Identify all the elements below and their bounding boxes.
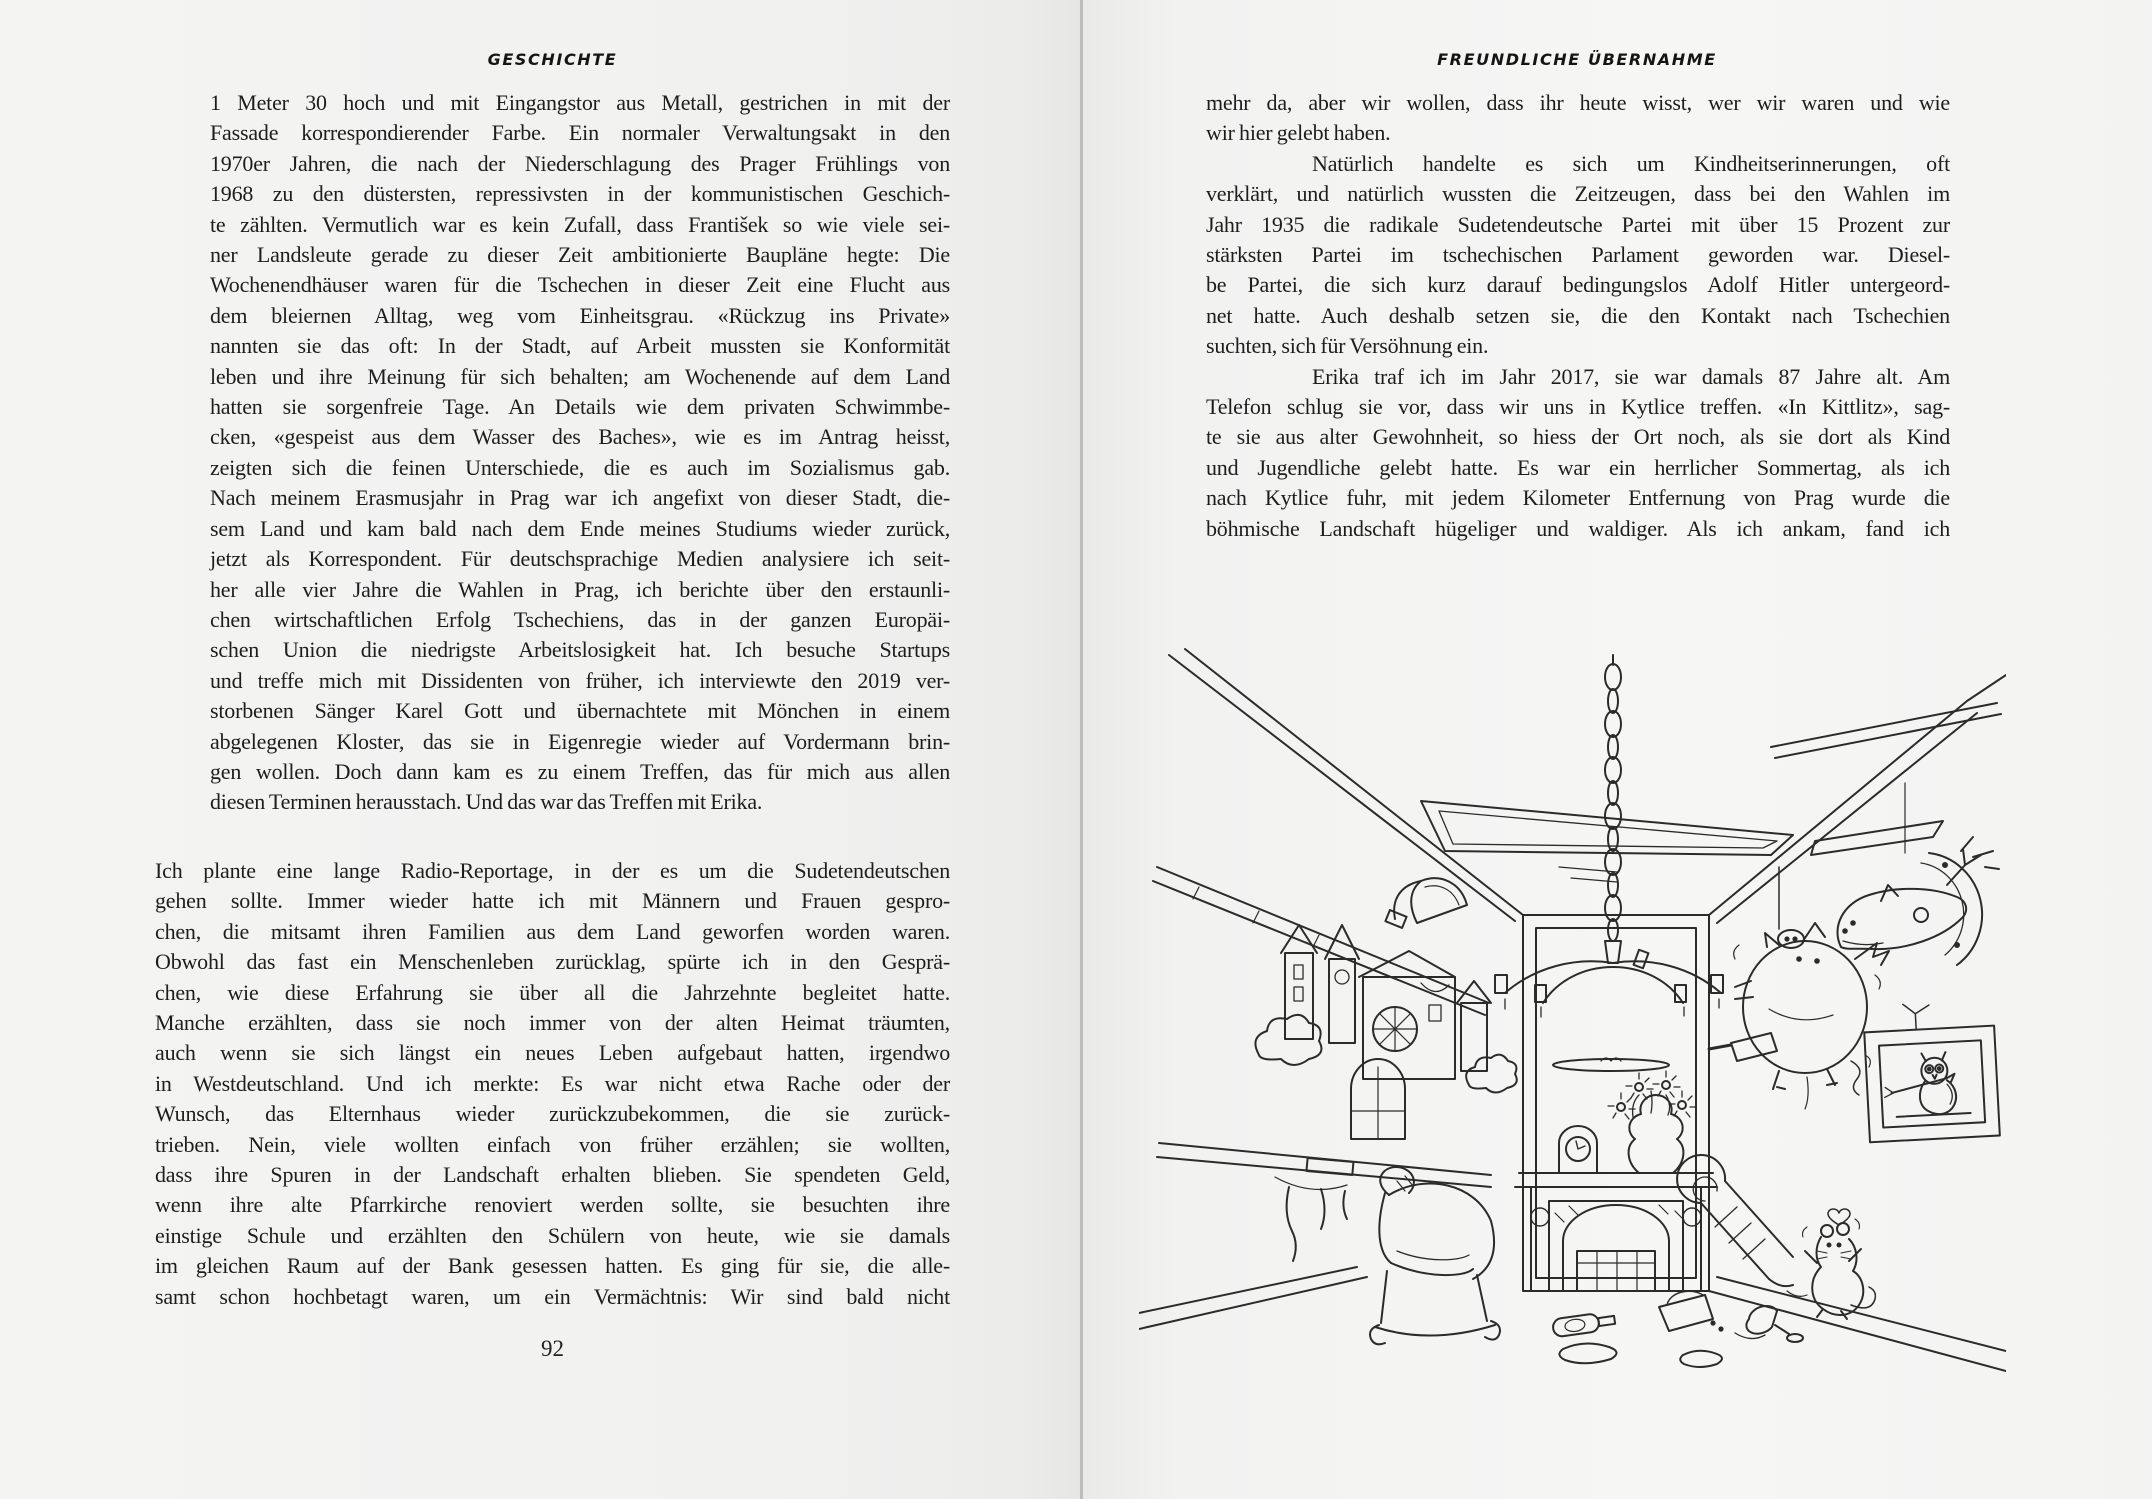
text-line: chen, die mitsamt ihren Familien aus dem Land geworfen worden waren. [155,918,950,944]
page-number: 92 [541,1336,564,1361]
text-line: chen wirtschaftlichen Erfolg Tschechiens, das in der ganzen Europäi- [210,606,950,632]
text-line: wir hier gelebt haben. [1206,120,1391,146]
room-walls [1139,649,2006,1371]
text-line: zeigten sich die feinen Unterschiede, die es auch im Sozialismus gab. [210,454,950,480]
text-line: 1968 zu den düstersten, repressivsten in der kommunistischen Geschich- [210,181,950,207]
antler-trophy-head [1837,837,1999,965]
text-line: te sie aus alter Gewohnheit, so hiess der Ort noch, als sie dort als Kind [1206,424,1950,450]
spilled-bottle [1552,1311,1616,1337]
room-illustration [1139,615,2006,1460]
text-line: Nach meinem Erasmusjahr in Prag war ich angefixt von dieser Stadt, die- [210,485,950,511]
text-line: Ich plante eine lange Radio-Reportage, in der es um die Sudetendeutschen [155,858,950,883]
text-line: wenn ihre alte Pfarrkirche renoviert werden sollte, sie besuchten ihre [155,1192,950,1218]
paragraph [1206,149,1950,362]
text-line: nach Kytlice fuhr, mit jedem Kilometer Entfernung von Prag wurde die [1206,485,1950,511]
text-line: te zählten. Vermutlich war es kein Zufall, dass František so wie viele sei- [210,211,950,237]
text-line: diesen Terminen herausstach. Und das war das Treffen mit Erika. [210,789,763,815]
armchair [1370,1167,1500,1344]
text-line: und Jugendliche gelebt hatte. Es war ein herrlicher Sommertag, als ich [1206,454,1950,480]
text-line: abgelegenen Kloster, das sie in Eigenregie wieder auf Vordermann brin- [210,728,950,754]
text-line: net hatte. Auch deshalb setzen sie, die den Kontakt nach Tschechien [1206,302,1950,328]
text-line: böhmische Landschaft hügeliger und waldiger. Als ich ankam, fand ich [1206,515,1950,541]
paragraph [1206,362,1950,544]
text-line: Fassade korrespondierender Farbe. Ein normaler Verwaltungsakt in den [210,120,950,146]
text-line: Manche erzählten, dass sie noch immer von der alten Heimat träumten, [155,1010,950,1036]
text-line: her alle vier Jahre die Wahlen in Prag, ich berichte über den erstaunli- [210,576,950,602]
text-line: Natürlich handelte es sich um Kindheitserinnerungen, oft [1312,150,1950,176]
text-line: be Partei, die sich kurz darauf bedingungslos Adolf Hitler untergeord- [1206,272,1950,298]
text-line: und treffe mich mit Dissidenten von früher, ich interviewte den 2019 ver- [210,667,950,693]
text-line: gehen sollte. Immer wieder hatte ich mit Männern und Frauen gespro- [155,888,950,914]
owl-picture-frame [1863,1000,2000,1143]
text-block [1206,88,1950,544]
paragraph [1206,88,1950,149]
text-line: in Westdeutschland. Und ich merkte: Es war nicht etwa Rache oder der [155,1070,950,1096]
paragraph-continuation [210,88,950,818]
text-line: 1970er Jahren, die nach der Niederschlagung des Prager Frühlings von [210,150,950,176]
running-header-left: GESCHICHTE [487,50,618,69]
text-line: hatten sie sorgenfreie Tage. An Details wie dem privaten Schwimmbe- [210,394,950,420]
text-line: Telefon schlug sie vor, dass wir uns in Kytlice treffen. «In Kittlitz», sag- [1206,394,1950,420]
text-line: verklärt, und natürlich wussten die Zeitzeugen, dass bei den Wahlen im [1206,181,1950,207]
chandelier [1495,941,1723,1071]
right-page [1083,0,2152,1499]
text-line: nannten sie das oft: In der Stadt, auf Arbeit mussten sie Konformität [210,333,950,359]
text-line: Wunsch, das Elternhaus wieder zurückzubekommen, die sie zurück- [155,1101,950,1127]
text-line: chen, wie diese Erfahrung sie über all die Jahrzehnte begleitet hatte. [155,979,950,1005]
flower-vase [1608,1071,1696,1173]
text-line: cken, «gespeist aus dem Wasser des Baches», wie es im Antrag heisst, [210,424,950,450]
text-line: suchten, sich für Versöhnung ein. [1206,333,1489,359]
text-line: samt schon hochbetagt waren, um ein Vermächtnis: Wir sind bald nicht [155,1283,950,1309]
text-line: stärksten Partei im tschechischen Parlament geworden war. Diesel- [1206,242,1950,268]
text-line: mehr da, aber wir wollen, dass ihr heute wisst, wer wir waren und wie [1206,90,1950,115]
text-line: ner Landsleute gerade zu dieser Zeit ambitionierte Baupläne hegte: Die [210,242,950,268]
running-header-right: FREUNDLICHE ÜBERNAHME [1437,50,1717,69]
text-line: 1 Meter 30 hoch und mit Eingangstor aus Metall, gestrichen in mit der [210,90,950,115]
text-line: Wochenendhäuser waren für die Tschechen in dieser Zeit eine Flucht aus [210,272,950,298]
tipped-bucket [1659,1291,1723,1331]
text-line: im gleichen Raum auf der Bank gesessen hatten. Es ging für sie, die alle- [155,1253,950,1279]
text-line: Erika traf ich im Jahr 2017, sie war damals 87 Jahre alt. Am [1312,363,1950,389]
text-line: einstige Schule und erzählten den Schülern von heute, wie sie damals [155,1222,950,1248]
text-line: Obwohl das fast ein Menschenleben zurücklag, spürte ich in den Gesprä- [155,949,950,975]
text-line: jetzt als Korrespondent. Für deutschsprachige Medien analysiere ich seit- [210,546,950,572]
text-line: trieben. Nein, viele wollten einfach von früher erzählen; sie wollten, [155,1131,950,1157]
text-line: schen Union die niedrigste Arbeitslosigkeit hat. Ich besuche Startups [210,637,950,663]
mantel-clock [1553,1126,1603,1173]
text-line: storbenen Sänger Karel Gott und übernachtete mit Mönchen in einem [210,698,950,724]
text-line: gen wollen. Doch dann kam es zu einem Treffen, das für mich aus allen [210,758,950,784]
text-line: dem bleiernen Alltag, weg vom Einheitsgrau. «Rückzug ins Private» [210,302,950,328]
paragraph [155,856,950,1312]
floor-puddles [1559,1343,1722,1367]
text-line: dass ihre Spuren in der Landschaft erhalten blieben. Sie spendeten Geld, [155,1162,950,1188]
tipped-wine-glass [1735,1306,1803,1342]
wall-beam-and-lamp [1153,867,1489,1015]
text-line: Jahr 1935 die radikale Sudetendeutsche Partei mit über 15 Prozent zur [1206,211,1950,237]
hanging-pig [1709,867,1889,1109]
text-line: auch wenn sie sich längst ein neues Leben aufgebaut hatten, irgendwo [155,1040,950,1066]
text-line: leben und ihre Meinung für sich behalten; am Wochenende auf dem Land [210,363,950,389]
ceiling-chain [1605,655,1621,941]
fireplace [1515,1173,1717,1291]
text-line: sem Land und kam bald nach dem Ende meines Studiums wieder zurück, [210,515,950,541]
